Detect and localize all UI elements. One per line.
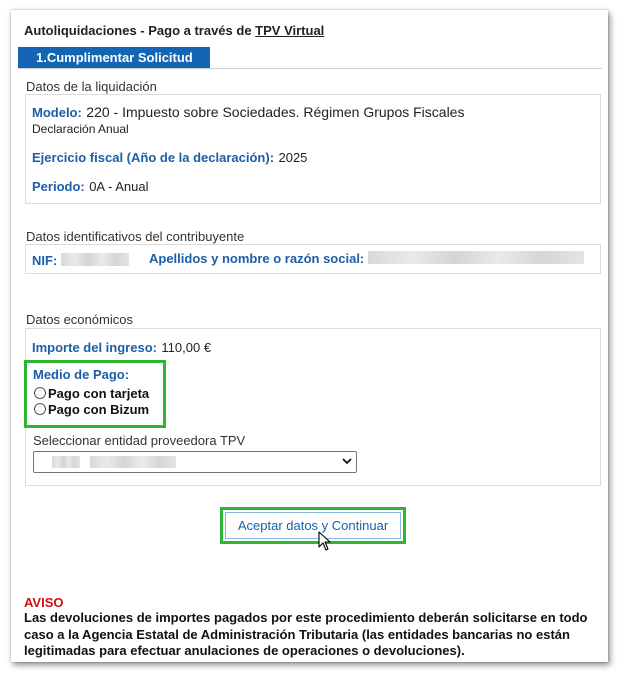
importe-row bbox=[32, 339, 211, 357]
periodo-value: 0A - Anual bbox=[89, 179, 149, 194]
entidad-value-redacted-2 bbox=[90, 456, 176, 468]
radio-pago-tarjeta[interactable] bbox=[34, 386, 149, 401]
section-title-liquidacion: Datos de la liquidación bbox=[26, 79, 157, 94]
aviso-text: Las devoluciones de importes pagados por este procedimiento deberán solicitarse en todo caso a la Agencia Estatal de Administración Tributaria (las entidades bancarias no están legitimadas para efectuar anulaciones de operaciones o devoluciones). bbox=[24, 610, 588, 658]
importe-label: Importe del ingreso: bbox=[32, 340, 157, 355]
entidad-label: Seleccionar entidad proveedora TPV bbox=[33, 433, 246, 448]
radio-pago-bizum[interactable] bbox=[34, 402, 149, 417]
nombre-label: Apellidos y nombre o razón social: bbox=[149, 251, 365, 266]
tab-cumplimentar-solicitud[interactable]: 1.Cumplimentar Solicitud bbox=[18, 47, 210, 68]
tpv-virtual-link[interactable]: TPV Virtual bbox=[255, 23, 325, 38]
page-title bbox=[24, 23, 324, 38]
modelo-subtitle: Declaración Anual bbox=[32, 122, 129, 136]
mouse-pointer-icon bbox=[318, 531, 332, 551]
tab-divider bbox=[18, 68, 602, 69]
liquidacion-box bbox=[25, 94, 601, 204]
radio-pago-tarjeta-label[interactable]: Pago con tarjeta bbox=[48, 386, 150, 401]
radio-circle-icon[interactable] bbox=[34, 387, 46, 399]
ejercicio-value: 2025 bbox=[278, 150, 308, 165]
nombre-value-redacted bbox=[368, 251, 584, 264]
contribuyente-box bbox=[25, 244, 601, 274]
periodo-row bbox=[32, 178, 148, 196]
section-title-contribuyente: Datos identificativos del contribuyente bbox=[26, 229, 245, 244]
periodo-label: Periodo: bbox=[32, 179, 85, 194]
entidad-select[interactable] bbox=[33, 451, 357, 473]
chevron-down-icon[interactable] bbox=[342, 457, 352, 465]
aviso-title: AVISO bbox=[24, 595, 64, 610]
ejercicio-row bbox=[32, 149, 307, 167]
nif-label: NIF: bbox=[32, 253, 58, 268]
radio-circle-icon[interactable] bbox=[34, 403, 46, 415]
importe-value: 110,00 € bbox=[161, 340, 212, 355]
section-title-economicos: Datos económicos bbox=[26, 312, 133, 327]
continue-button[interactable]: Aceptar datos y Continuar bbox=[225, 512, 401, 539]
ejercicio-label: Ejercicio fiscal (Año de la declaración): bbox=[32, 150, 275, 165]
modelo-value: 220 - Impuesto sobre Sociedades. Régimen Grupos Fiscales bbox=[86, 104, 465, 120]
modelo-row bbox=[32, 104, 464, 122]
radio-pago-bizum-label[interactable]: Pago con Bizum bbox=[48, 402, 150, 417]
page-title-text: Autoliquidaciones - Pago a través de bbox=[24, 23, 256, 38]
nif-value-redacted bbox=[61, 253, 129, 266]
medio-pago-label: Medio de Pago: bbox=[33, 367, 130, 382]
modelo-label: Modelo: bbox=[32, 105, 82, 120]
entidad-value-redacted bbox=[52, 456, 80, 468]
